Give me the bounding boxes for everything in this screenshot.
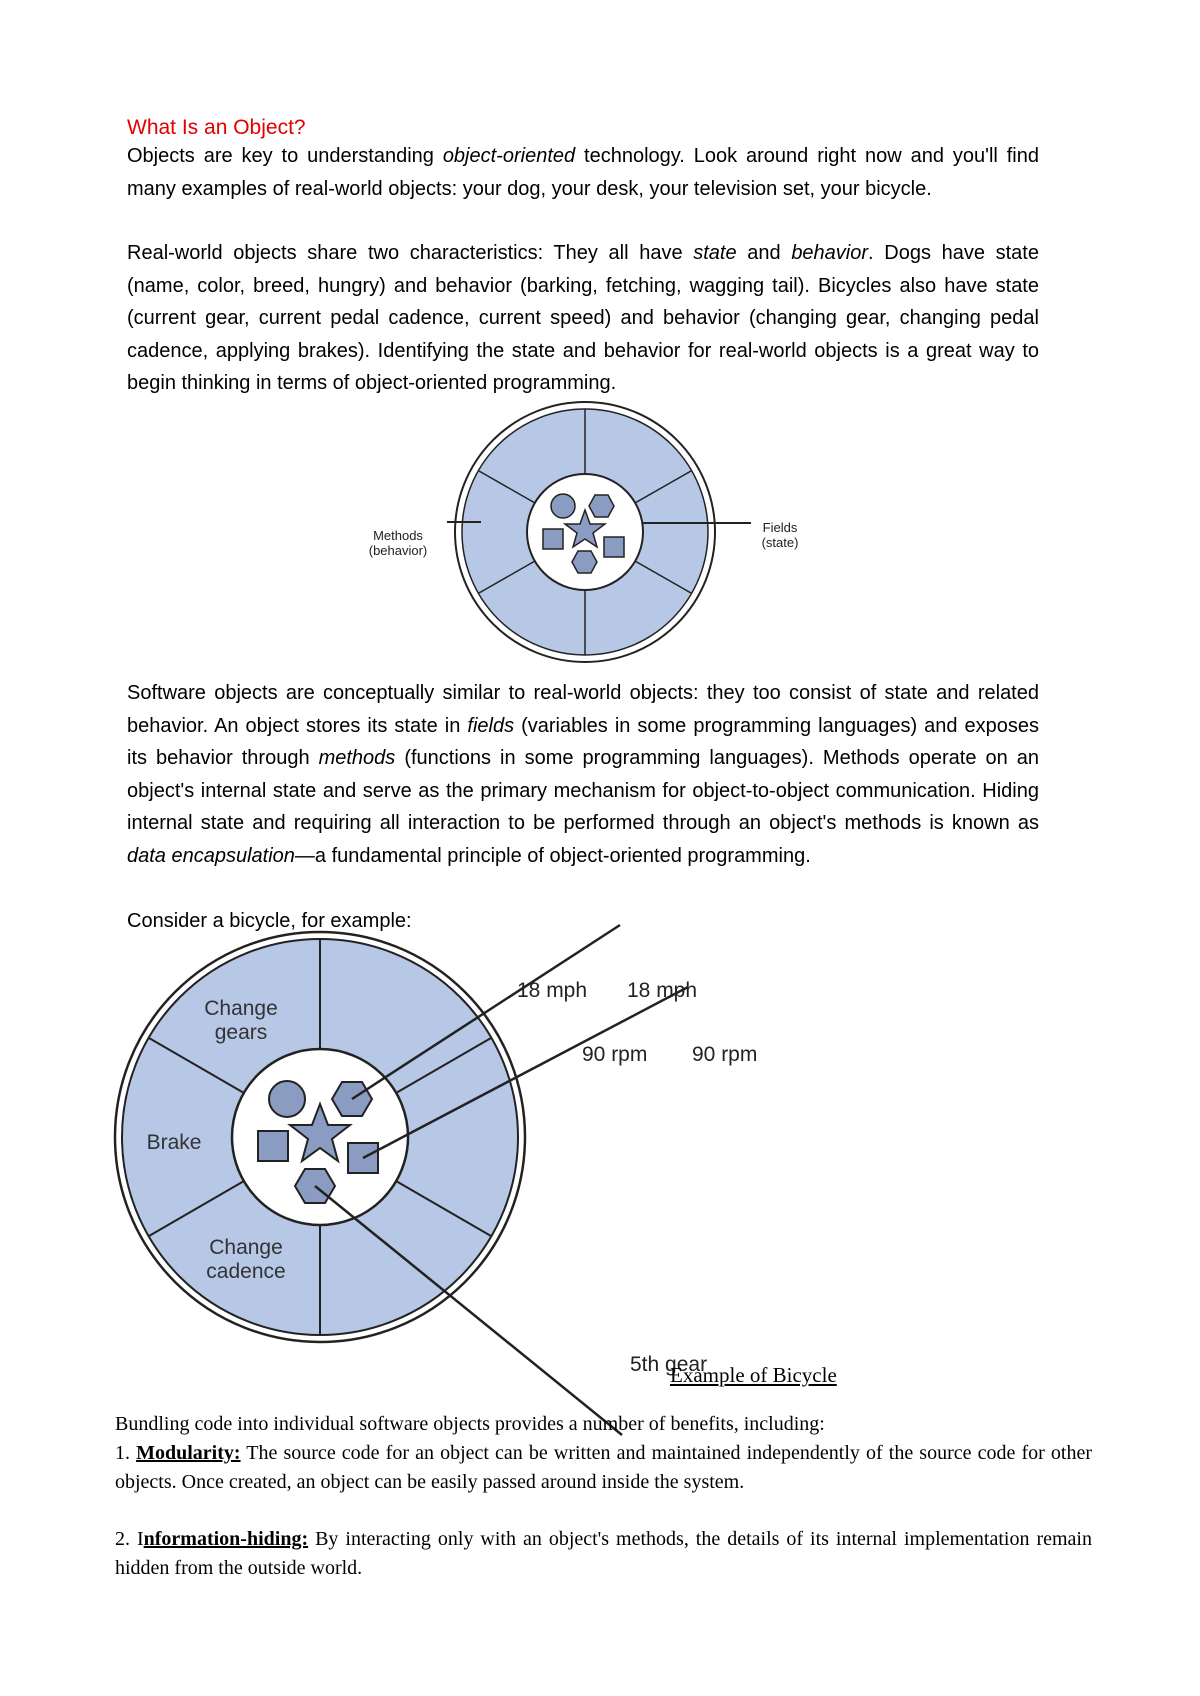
page-title: What Is an Object?: [127, 116, 306, 139]
benefit-item-information-hiding: [115, 1525, 1092, 1582]
term-information-hiding: nformation-hiding:: [143, 1528, 309, 1550]
object-diagram: [340, 400, 820, 650]
methods-label: Methods: [373, 528, 423, 543]
brake-label: Brake: [146, 1131, 202, 1154]
intro-paragraph-1: [127, 140, 1039, 205]
methods-label-sub: (behavior): [368, 543, 428, 558]
square-field-icon: [604, 537, 624, 557]
text-run: The source code for an object can be written and maintained independently of the source code for other objects. Once created, an object can be easily passed around inside the system.: [115, 1442, 1092, 1493]
fields-label-sub: (state): [761, 535, 799, 550]
speed-label: 18 mph: [517, 979, 588, 1002]
bicycle-diagram-labels: [510, 975, 710, 1395]
change-cadence-label: Change: [209, 1236, 283, 1259]
emphasis-behavior: behavior: [791, 242, 869, 264]
hexagon-field-icon: [589, 495, 614, 517]
text-run: . Dogs have state (name, color, breed, hungry) and behavior (barking, fetching, wagging tail). Bicycles also have state (current gear, current pedal cadence, current speed) and behavior (changing gear, changing pedal cadence, applying brakes). Identifying the state and behavior for real-world objects is a great way to begin thinking in terms of object-oriented programming.: [127, 242, 1039, 394]
figure-caption: Example of Bicycle: [670, 1363, 837, 1387]
term-modularity: Modularity:: [136, 1442, 241, 1464]
circle-field-icon: [269, 1081, 305, 1117]
change-gears-label-sub: gears: [214, 1021, 268, 1044]
square-field-icon: [258, 1131, 288, 1161]
software-objects-paragraph: [127, 677, 1039, 872]
text-run: (variables in some programming languages) and exposes its behavior through: [127, 714, 1040, 769]
text-run: and: [736, 242, 792, 264]
emphasis-fields: fields: [467, 714, 515, 737]
list-number: 2. I: [115, 1528, 144, 1550]
speed-label: 18 mph: [627, 979, 698, 1002]
consider-line: Consider a bicycle, for example:: [127, 910, 412, 932]
benefit-item-modularity: [115, 1439, 1092, 1496]
benefits-intro: Bundling code into individual software objects provides a number of benefits, including:: [115, 1413, 825, 1435]
text-run: (functions in some programming languages). Methods operate on an object's internal state and serve as the primary mechanism for object-to-object communication. Hiding internal state and requiring all interaction to be performed through an object's methods is known as: [127, 747, 1039, 834]
emphasis-state: state: [693, 242, 737, 264]
rpm-label: 90 rpm: [692, 1043, 758, 1066]
emphasis-data-encapsulation: data encapsulation: [127, 844, 295, 867]
text-run: technology. Look around right now and you'll find many examples of real-world objects: your dog, your desk, your television set, your bicycle.: [127, 145, 1039, 200]
change-gears-label: Change: [204, 997, 278, 1020]
rpm-label: 90 rpm: [582, 1043, 648, 1066]
intro-paragraph-2: [127, 237, 1039, 400]
fields-label: Fields: [762, 520, 798, 535]
text-run: —a fundamental principle of object-oriented programming.: [294, 844, 811, 867]
emphasis-methods: methods: [318, 747, 396, 769]
emphasis-object-oriented: object-oriented: [442, 145, 576, 167]
text-run: By interacting only with an object's methods, the details of its internal implementation remain hidden from the outside world.: [115, 1528, 1092, 1579]
circle-field-icon: [551, 494, 575, 518]
change-cadence-label-sub: cadence: [206, 1260, 286, 1283]
text-run: Real-world objects share two characteristics: They all have: [127, 242, 694, 264]
text-run: Software objects are conceptually similar to real-world objects: they too consist of state and related behavior. An object stores its state in: [127, 682, 1039, 737]
text-run: Objects are key to understanding: [127, 145, 443, 167]
square-field-icon: [543, 529, 563, 549]
hexagon-field-icon: [572, 551, 597, 573]
gear-label: 5th gear: [630, 1353, 708, 1376]
list-number: 1.: [115, 1442, 137, 1464]
